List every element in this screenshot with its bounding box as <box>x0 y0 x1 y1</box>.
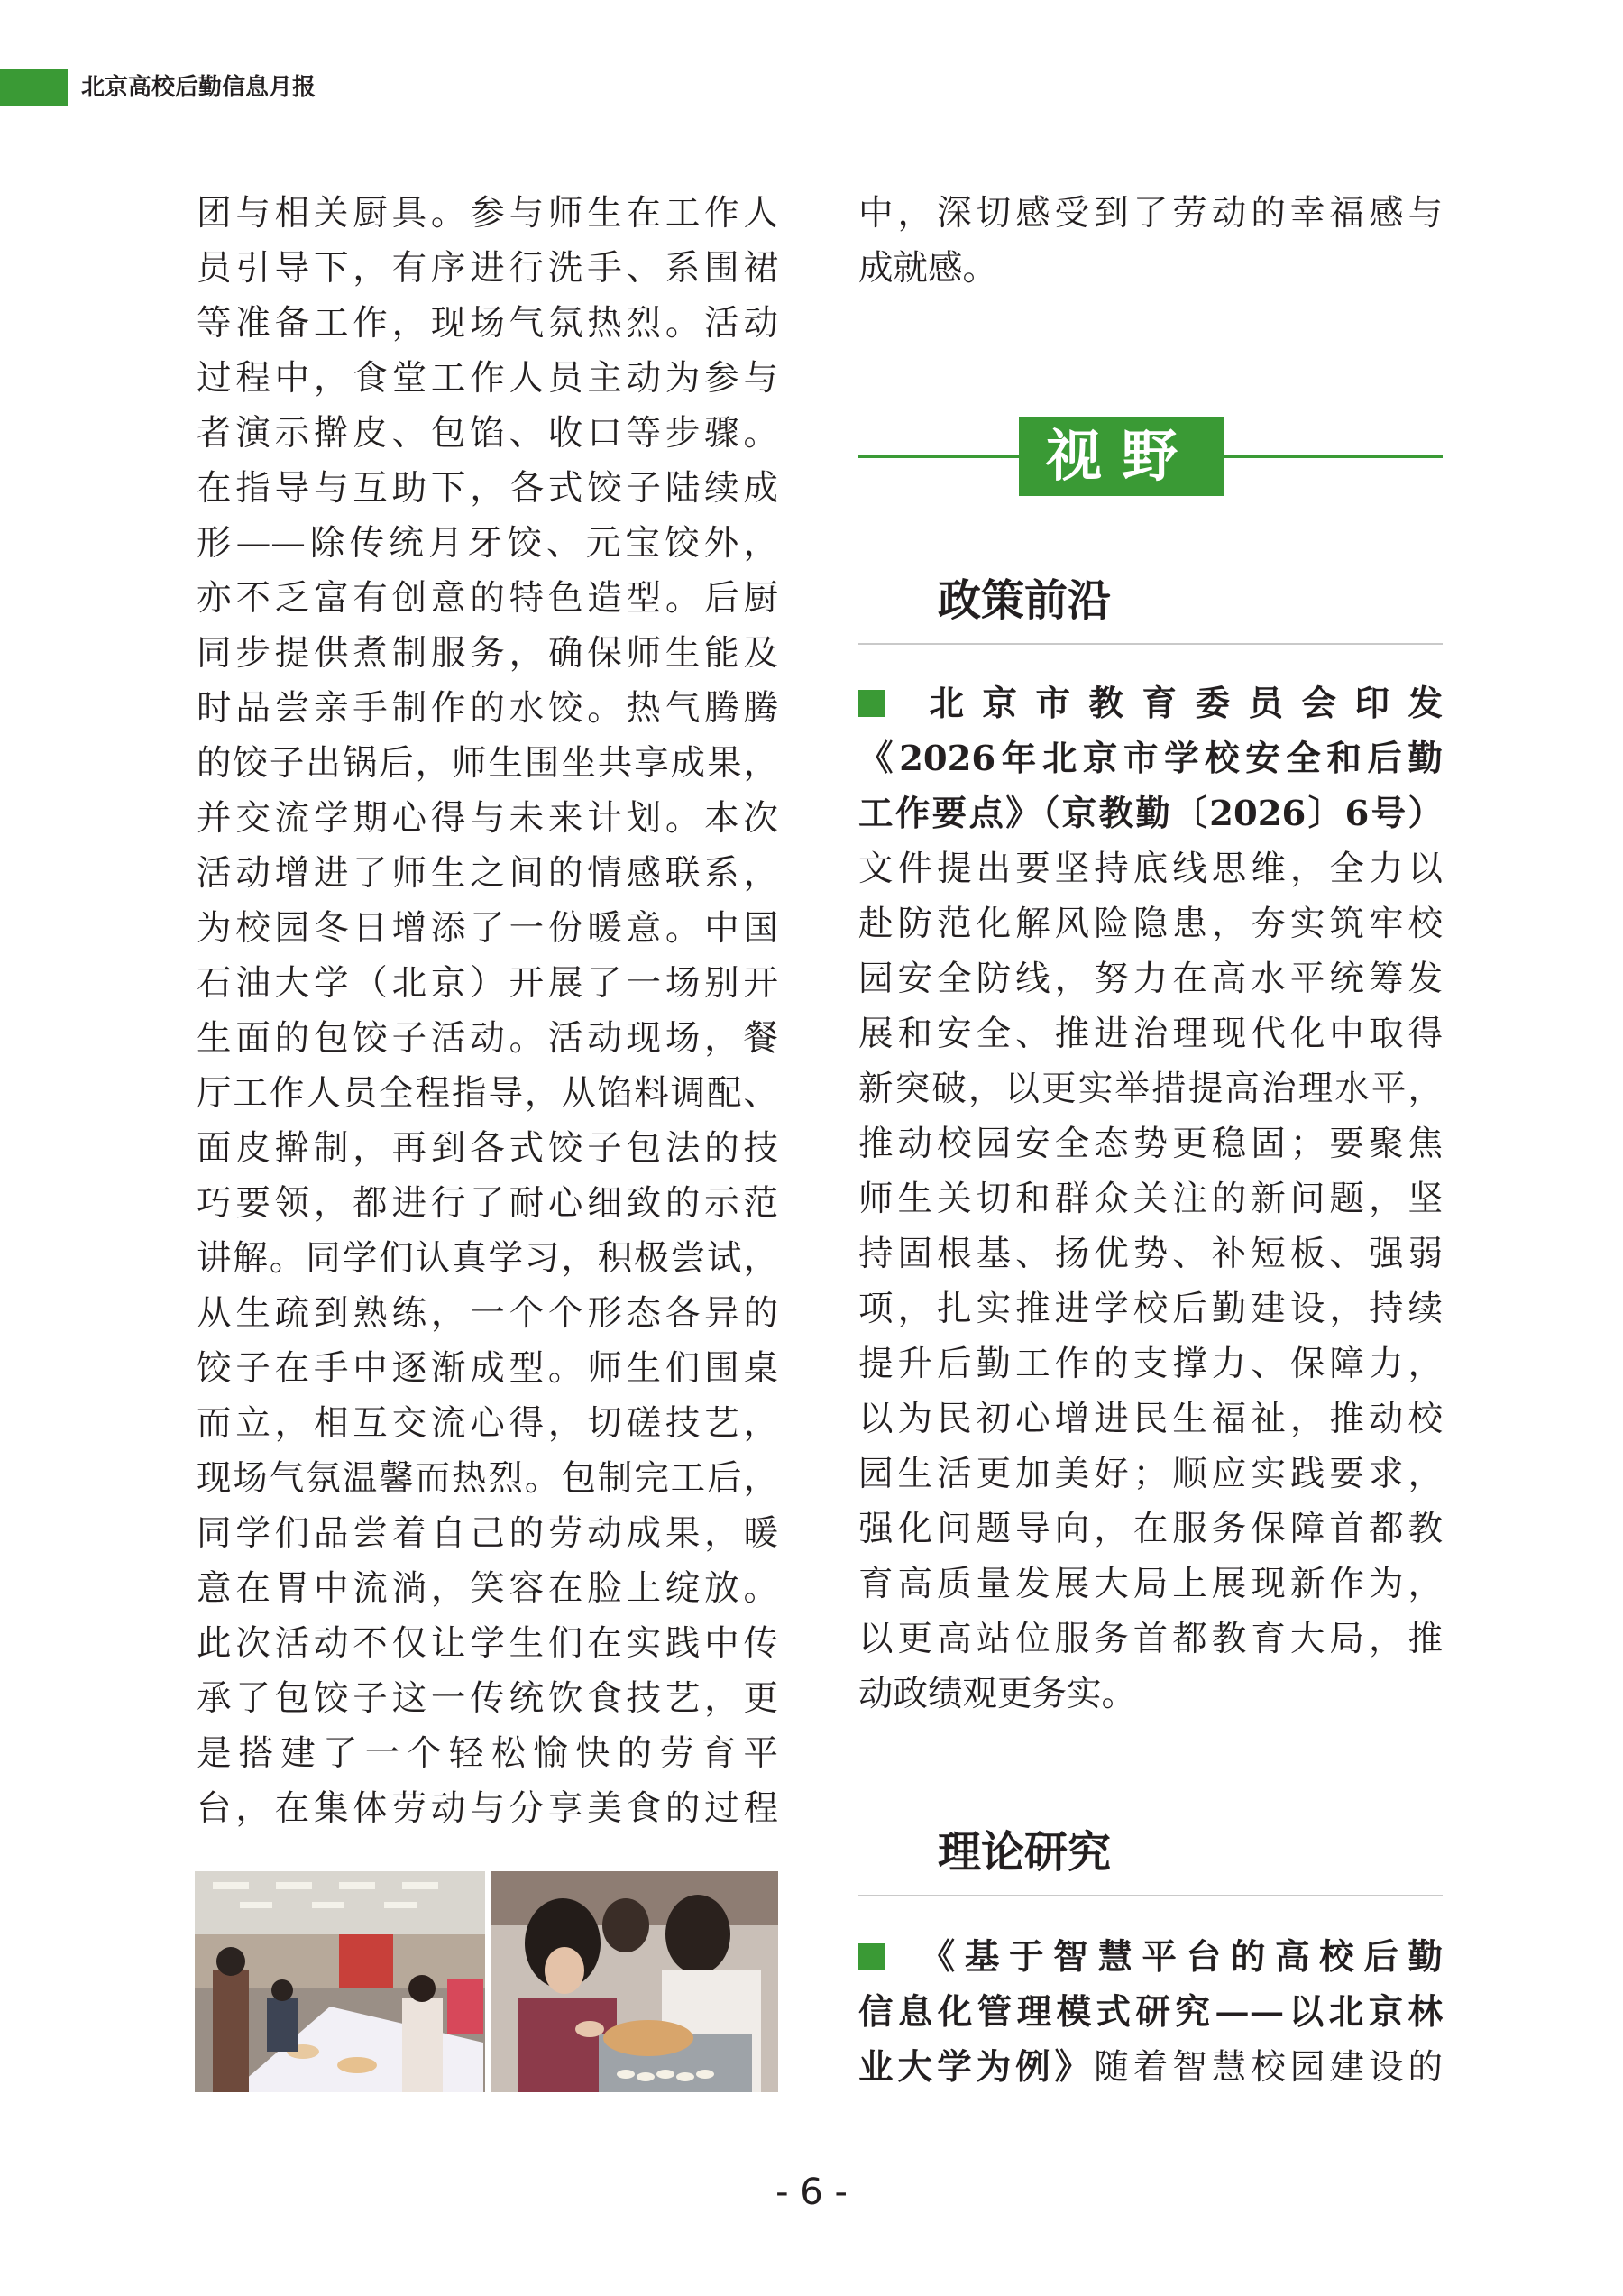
article-line: 面皮擀制，再到各式饺子包法的技 <box>197 1128 778 1169</box>
theory-heading: 理论研究 <box>938 1827 1112 1878</box>
article-line: 活动增进了师生之间的情感联系， <box>197 853 778 894</box>
right-column-continuation <box>858 186 1443 296</box>
policy-body-line: 项，扎实推进学校后勤建设，持续 <box>858 1289 1443 1329</box>
policy-body-line: 提升后勤工作的支撑力、保障力， <box>858 1344 1443 1384</box>
article-line: 承了包饺子这一传统饮食技艺，更 <box>197 1678 778 1719</box>
policy-body-line: 育高质量发展大局上展现新作为， <box>858 1564 1443 1604</box>
policy-divider <box>858 643 1443 645</box>
photo-dumpling-hall <box>195 1871 485 2092</box>
article-line: 讲解。同学们认真学习，积极尝试， <box>197 1238 778 1279</box>
article-line: 在指导与互助下，各式饺子陆续成 <box>197 468 778 509</box>
policy-body-line: 动政绩观更务实。 <box>858 1674 1137 1714</box>
article-line: 台，在集体劳动与分享美食的过程 <box>197 1788 778 1829</box>
article-line: 厅工作人员全程指导，从馅料调配、 <box>197 1073 778 1114</box>
article-line: 时品尝亲手制作的水饺。热气腾腾 <box>197 688 778 729</box>
article-line: 生面的包饺子活动。活动现场，餐 <box>197 1018 778 1059</box>
policy-body-line: 文件提出要坚持底线思维，全力以 <box>858 849 1443 889</box>
policy-body-line: 新突破，以更实举措提高治理水平， <box>858 1069 1443 1109</box>
theory-title-line <box>858 2040 1443 2095</box>
theory-paragraph <box>858 1930 1443 2095</box>
article-line: 中，深切感受到了劳动的幸福感与 <box>858 193 1443 234</box>
article-line: 意在胃中流淌，笑容在脸上绽放。 <box>197 1568 778 1609</box>
policy-body-line: 强化问题导向，在服务保障首都教 <box>858 1509 1443 1549</box>
policy-item <box>858 676 1443 1722</box>
policy-title-line: 《2026年北京市学校安全和后勤 <box>858 739 1443 779</box>
article-line: 饺子在手中逐渐成型。师生们围桌 <box>197 1348 778 1389</box>
article-paragraph <box>197 186 778 1836</box>
banner-rule-right <box>1224 455 1443 458</box>
section-label: 视野 <box>1019 417 1224 496</box>
policy-body-line: 展和安全、推进治理现代化中取得 <box>858 1014 1443 1054</box>
article-line: 巧要领，都进行了耐心细致的示范 <box>197 1183 778 1224</box>
left-article-column <box>197 186 778 1836</box>
square-bullet-icon <box>858 1943 885 1970</box>
article-line: 而立，相互交流心得，切磋技艺， <box>197 1403 778 1444</box>
section-banner <box>858 417 1443 498</box>
policy-body-line: 师生关切和群众关注的新问题，坚 <box>858 1179 1443 1219</box>
policy-body-line: 推动校园安全态势更稳固；要聚焦 <box>858 1124 1443 1164</box>
policy-paragraph <box>858 676 1443 1722</box>
photo-making-dumplings <box>491 1871 778 2092</box>
article-line: 此次活动不仅让学生们在实践中传 <box>197 1623 778 1664</box>
article-line: 是搭建了一个轻松愉快的劳育平 <box>197 1733 778 1774</box>
article-line: 同学们品尝着自己的劳动成果，暖 <box>197 1513 778 1554</box>
article-line: 为校园冬日增添了一份暖意。中国 <box>197 908 778 949</box>
theory-intro-text: 随着智慧校园建设的 <box>1094 2047 1443 2088</box>
item-title-text: 《基于智慧平台的高校后勤 <box>911 1937 1443 1978</box>
theory-title-end: 业大学为例》 <box>858 2047 1095 2088</box>
article-line: 的饺子出锅后，师生围坐共享成果， <box>197 743 778 784</box>
banner-rule-left <box>858 455 1019 458</box>
item-title-text: 北京市教育委员会印发 <box>911 684 1443 724</box>
article-line: 现场气氛温馨而热烈。包制完工后， <box>197 1458 778 1499</box>
article-paragraph-end <box>858 186 1443 296</box>
article-line: 成就感。 <box>858 248 998 289</box>
article-line: 并交流学期心得与未来计划。本次 <box>197 798 778 839</box>
header-accent-bar <box>0 69 68 106</box>
article-line: 过程中，食堂工作人员主动为参与 <box>197 358 778 399</box>
policy-body-line: 以更高站位服务首都教育大局，推 <box>858 1619 1443 1659</box>
theory-title-line: 信息化管理模式研究——以北京林 <box>858 1992 1443 2033</box>
article-line: 者演示擀皮、包馅、收口等步骤。 <box>197 413 778 454</box>
policy-title-line <box>858 676 1443 731</box>
policy-heading: 政策前沿 <box>938 575 1112 626</box>
article-line: 等准备工作，现场气氛热烈。活动 <box>197 303 778 344</box>
article-line: 同步提供煮制服务，确保师生能及 <box>197 633 778 674</box>
event-photos <box>195 1871 778 2092</box>
article-line: 团与相关厨具。参与师生在工作人 <box>197 193 778 234</box>
policy-body-line: 持固根基、扬优势、补短板、强弱 <box>858 1234 1443 1274</box>
article-line: 亦不乏富有创意的特色造型。后厨 <box>197 578 778 619</box>
policy-title-line: 工作要点》（京教勤〔2026〕6号） <box>858 794 1443 834</box>
theory-title-line <box>858 1930 1443 1985</box>
policy-body-line: 以为民初心增进民生福祉，推动校 <box>858 1399 1443 1439</box>
article-line: 形——除传统月牙饺、元宝饺外， <box>197 523 778 564</box>
theory-item <box>858 1930 1443 2095</box>
publication-title: 北京高校后勤信息月报 <box>81 74 316 101</box>
policy-body-line: 赴防范化解风险隐患，夯实筑牢校 <box>858 904 1443 944</box>
policy-body-line: 园安全防线，努力在高水平统筹发 <box>858 959 1443 999</box>
article-line: 员引导下，有序进行洗手、系围裙 <box>197 248 778 289</box>
theory-divider <box>858 1895 1443 1896</box>
article-line: 石油大学（北京）开展了一场别开 <box>197 963 778 1004</box>
square-bullet-icon <box>858 690 885 717</box>
policy-body-line: 园生活更加美好；顺应实践要求， <box>858 1454 1443 1494</box>
page-number: - 6 - <box>775 2172 848 2213</box>
article-line: 从生疏到熟练，一个个形态各异的 <box>197 1293 778 1334</box>
